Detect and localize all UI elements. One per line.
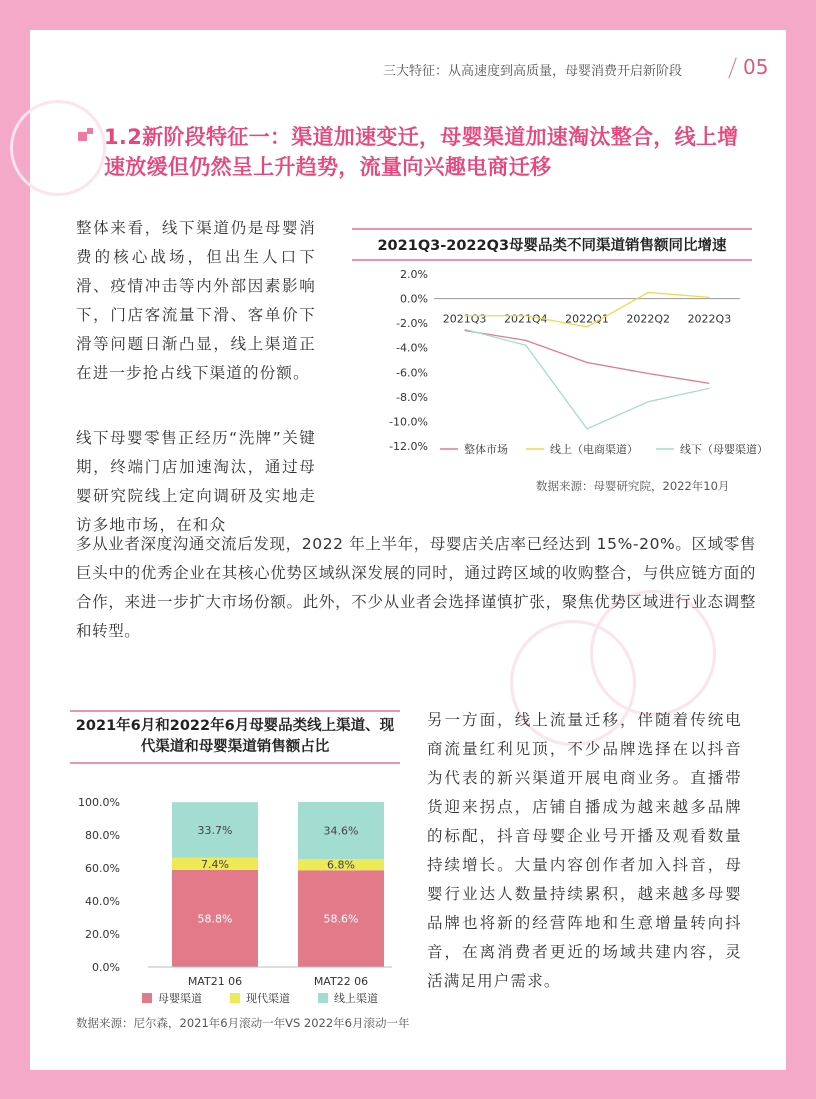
x-tick-label: 2022Q1 [565,312,609,326]
y-tick-label: -6.0% [396,366,428,380]
data-label: 7.4% [201,857,229,871]
section-square-icon [78,128,94,144]
x-tick-label: MAT22 06 [313,975,369,988]
chart-source: 数据来源：尼尔森，2021年6月滚动一年VS 2022年6月滚动一年 [76,1016,410,1030]
x-tick-label: 2022Q2 [626,312,671,326]
y-tick-label: 0.0% [400,292,428,306]
legend-label: 线上（电商渠道） [550,443,638,456]
y-tick-label: 80.0% [85,829,120,842]
page-number: 05 [743,55,769,79]
legend-label: 线下（母婴渠道） [680,443,768,456]
page [30,30,786,1070]
y-tick-label: -10.0% [389,415,428,429]
y-tick-label: -2.0% [396,317,428,331]
paragraph: 多从业者深度沟通交流后发现，2022 年上半年，母婴店关店率已经达到 15%-20%。区域零售巨头中的优秀企业在其核心优势区域纵深发展的同时，通过跨区域的收购整合，与供应链方面的合作，来进一步扩大市场份额。此外，不少从业者会选择谨慎扩张，聚焦优势区域进行业态调整和转型。 [76,535,756,640]
line-chart [348,262,768,462]
y-tick-label: 100.0% [78,796,120,809]
y-tick-label: -12.0% [389,440,428,453]
chart-source: 数据来源：母婴研究院，2022年10月 [536,479,730,493]
x-tick-label: 2021Q4 [503,312,548,326]
y-tick-label: -8.0% [396,390,428,404]
stacked-bar-chart [70,790,400,1005]
y-tick-label: 2.0% [400,268,428,281]
y-tick-label: -4.0% [396,341,428,355]
chart-title: 2021Q3-2022Q3母婴品类不同渠道销售额同比增速 [352,228,752,261]
section-title: 1.2新阶段特征一：渠道加速变迁，母婴渠道加速淘汰整合，线上增速放缓但仍然呈上升趋势，流量向兴趣电商迁移 [104,125,739,179]
x-tick-label: 2021Q3 [442,312,487,326]
y-tick-label: 20.0% [85,928,120,941]
chart-title: 2021年6月和2022年6月母婴品类线上渠道、现代渠道和母婴渠道销售额占比 [70,710,400,764]
legend-swatch [318,993,328,1003]
legend-swatch [142,993,152,1003]
paragraph: 整体来看，线下渠道仍是母婴消费的核心战场，但出生人口下滑、疫情冲击等内外部因素影响下，门店客流量下滑、客单价下滑等问题日渐凸显，线上渠道正在进一步抢占线下渠道的份额。 [76,219,316,382]
x-tick-label: 2022Q3 [687,312,732,326]
x-tick-label: MAT21 06 [187,975,243,988]
legend-label: 现代渠道 [246,992,290,1005]
legend-label: 线上渠道 [334,992,378,1005]
legend-label: 整体市场 [464,443,508,456]
data-label: 58.6% [323,912,359,926]
header-divider [728,57,736,78]
data-label: 33.7% [197,823,233,837]
data-label: 58.8% [197,912,233,926]
legend-swatch [230,993,240,1003]
series-line [465,329,710,429]
y-tick-label: 0.0% [92,961,120,974]
decorative-ring [10,100,106,196]
legend-label: 母婴渠道 [158,992,202,1005]
paragraph: 另一方面，线上流量迁移，伴随着传统电商流量红利见顶，不少品牌选择在以抖音为代表的新兴渠道开展电商业务。直播带货迎来拐点，店铺自播成为越来越多品牌的标配，抖音母婴企业号开播及观看数量持续增长。大量内容创作者加入抖音，母婴行业达人数量持续累积，越来越多母婴品牌也将新的经营阵地和生意增量转向抖音，在离消费者更近的场域共建内容，灵活满足用户需求。 [427,711,742,990]
paragraph: 线下母婴零售正经历“洗牌”关键期，终端门店加速淘汰，通过母婴研究院线上定向调研及实地走访多地市场，在和众 [76,429,316,534]
y-tick-label: 60.0% [85,862,120,875]
y-tick-label: 40.0% [85,895,120,908]
header-title: 三大特征：从高速度到高质量，母婴消费开启新阶段 [382,64,682,79]
data-label: 34.6% [323,824,359,838]
data-label: 6.8% [327,858,355,872]
